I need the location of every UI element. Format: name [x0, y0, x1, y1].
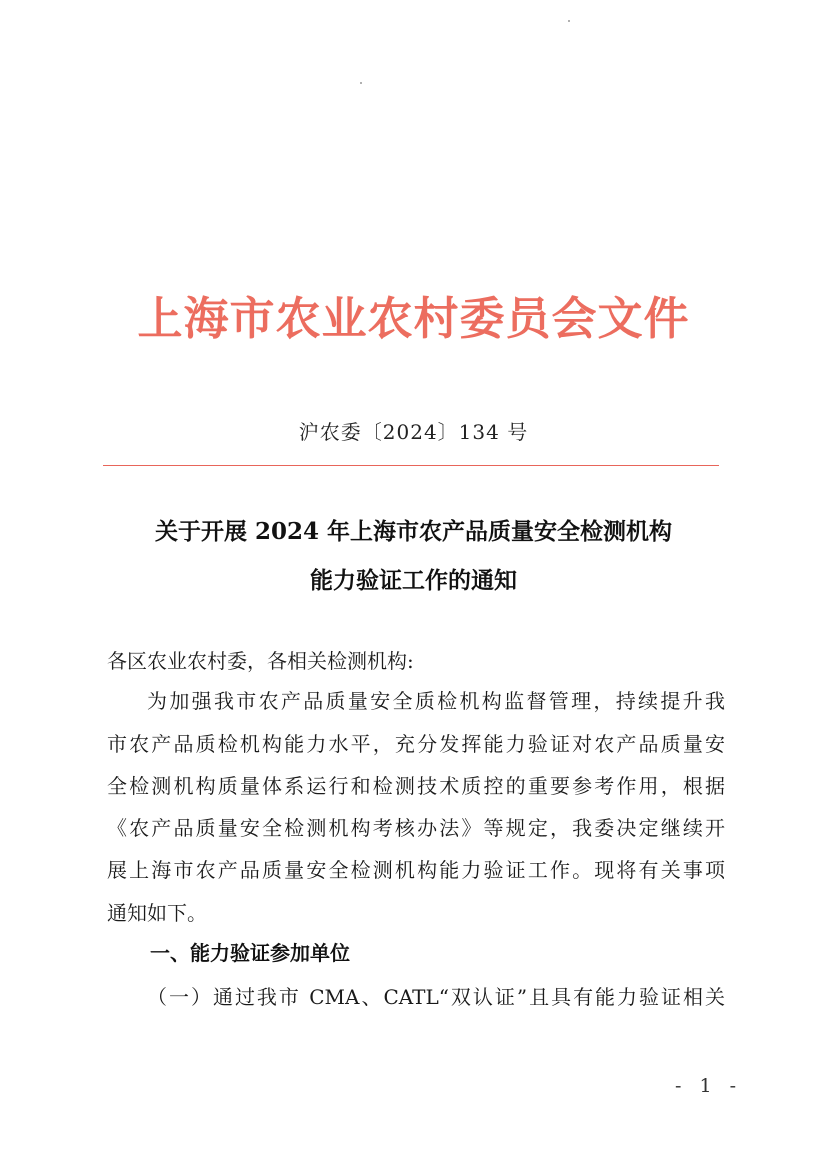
scan-speck: [568, 20, 570, 22]
notice-title-line-2: 能力验证工作的通知: [310, 567, 517, 594]
paragraph-line: 全检测机构质量体系运行和检测技术质控的重要参考作用，根据: [107, 774, 725, 798]
document-header-title: 上海市农业农村委员会文件: [137, 292, 690, 345]
section-item: （一）通过我市 CMA、CATL“双认证”且具有能力验证相关: [147, 985, 725, 1009]
paragraph-line: 通知如下。: [107, 901, 207, 925]
scan-speck: [360, 82, 362, 84]
document-number: 沪农委〔2024〕134 号: [298, 420, 529, 444]
header-divider: [103, 465, 719, 466]
notice-title-line-1: 关于开展 2024 年上海市农产品质量安全检测机构: [154, 518, 673, 545]
page-number: - 1 -: [675, 1075, 743, 1097]
paragraph-line: 展上海市农产品质量安全检测机构能力验证工作。现将有关事项: [107, 858, 725, 882]
section-heading: 一、能力验证参加单位: [150, 941, 350, 965]
salutation: 各区农业农村委，各相关检测机构:: [107, 649, 414, 673]
paragraph-line: 《农产品质量安全检测机构考核办法》等规定，我委决定继续开: [107, 816, 725, 840]
paragraph-line: 市农产品质检机构能力水平，充分发挥能力验证对农产品质量安: [107, 732, 725, 756]
paragraph-line: 为加强我市农产品质量安全质检机构监督管理，持续提升我: [147, 689, 725, 713]
